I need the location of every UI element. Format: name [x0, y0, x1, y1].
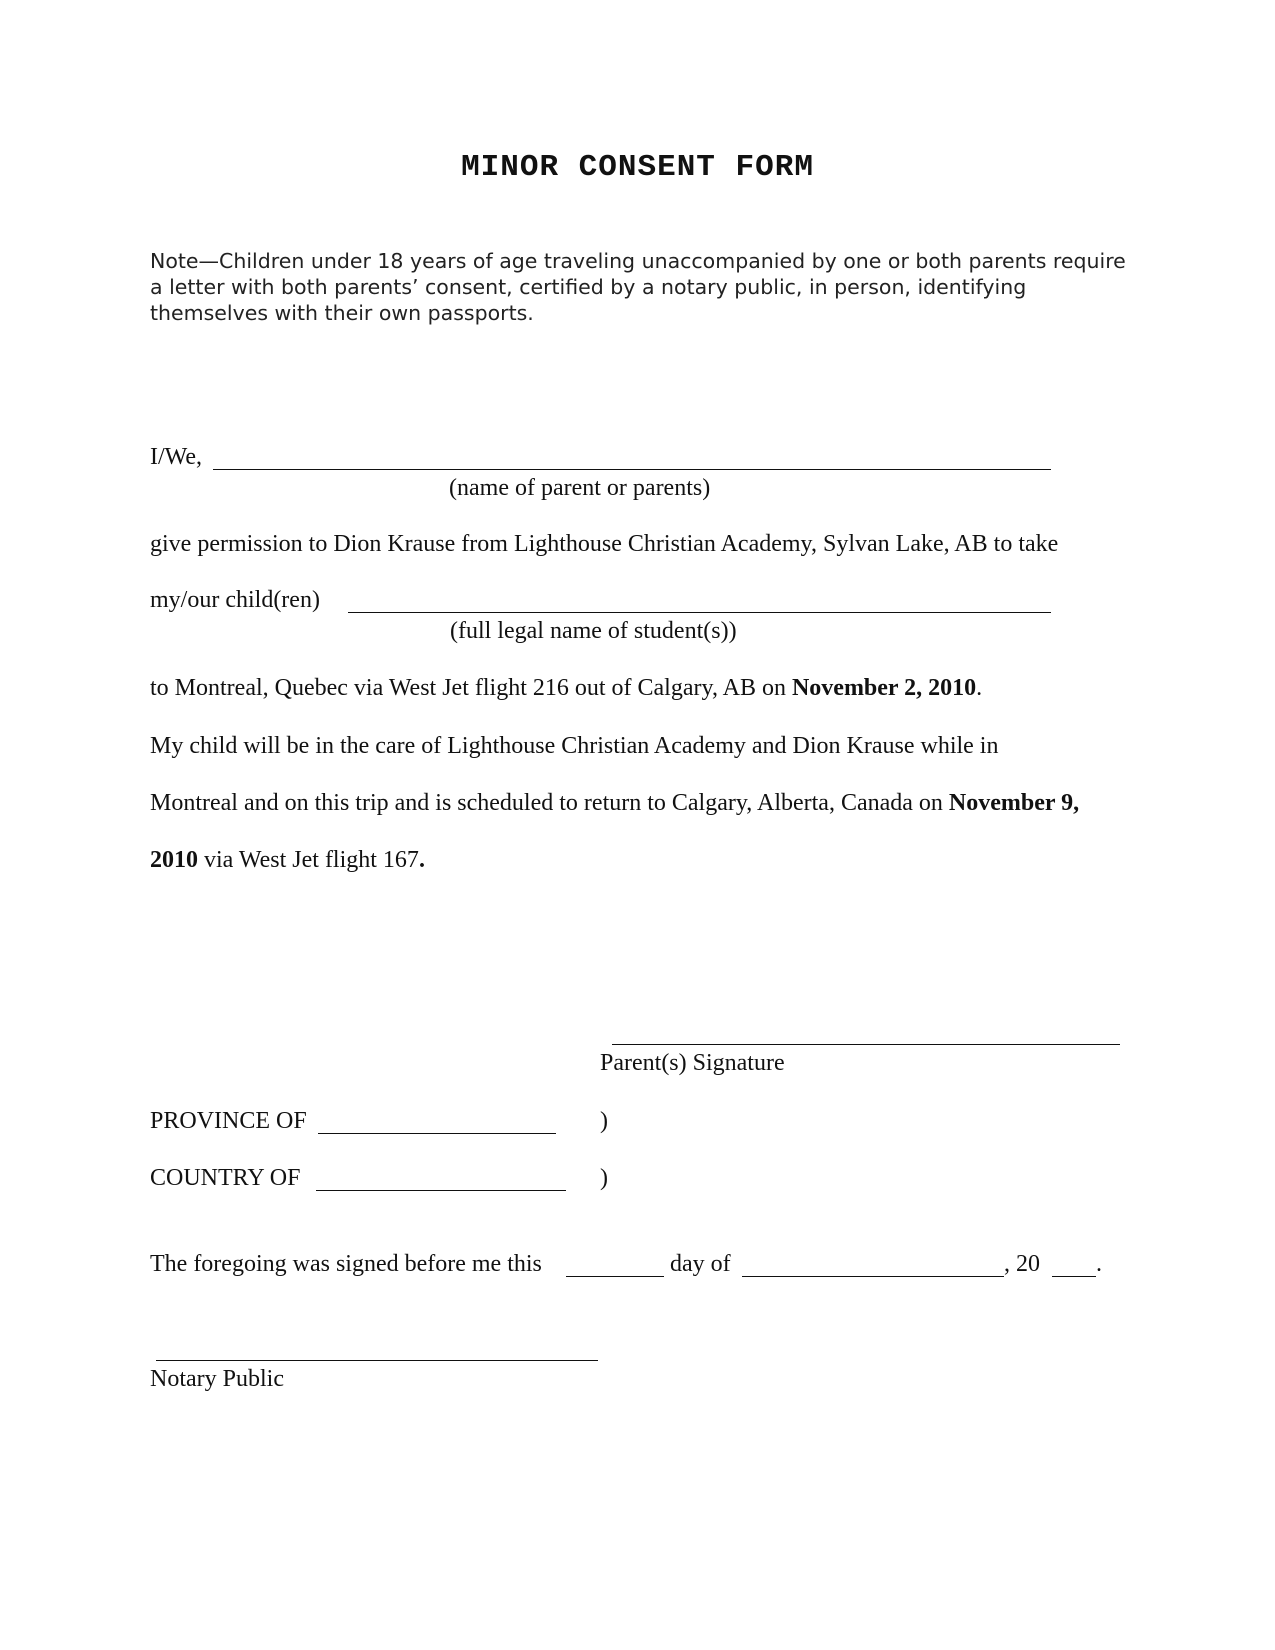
- day-field[interactable]: [566, 1276, 664, 1277]
- return-date-part1: November 9,: [948, 790, 1080, 816]
- departure-end: .: [976, 675, 983, 701]
- return-text: Montreal and on this trip and is scheduled to return to Calgary, Alberta, Canada on: [150, 790, 943, 816]
- notary-signature-field[interactable]: [156, 1360, 598, 1361]
- departure-date: November 2, 2010: [791, 675, 977, 701]
- signature-label: Parent(s) Signature: [600, 1050, 785, 1076]
- month-field[interactable]: [742, 1276, 1004, 1277]
- country-bracket: ): [600, 1165, 608, 1191]
- foregoing-part3: , 20: [1004, 1251, 1040, 1277]
- form-title: MINOR CONSENT FORM: [461, 150, 814, 185]
- province-bracket: ): [600, 1108, 608, 1134]
- return-flight-line: [150, 847, 425, 874]
- departure-line: [150, 675, 982, 702]
- return-end: .: [418, 847, 425, 873]
- child-line-caption: (full legal name of student(s)): [450, 618, 737, 644]
- notary-label: Notary Public: [150, 1366, 284, 1392]
- return-line: [150, 790, 1079, 817]
- care-line: My child will be in the care of Lighthouse Christian Academy and Dion Krause while in: [150, 733, 999, 759]
- parent-line-prefix: I/We,: [150, 444, 203, 470]
- country-label: COUNTRY OF: [150, 1165, 301, 1191]
- parent-signature-field[interactable]: [612, 1044, 1120, 1045]
- permission-text: give permission to Dion Krause from Lighthouse Christian Academy, Sylvan Lake, AB to take: [150, 531, 1059, 557]
- province-label: PROVINCE OF: [150, 1108, 307, 1134]
- foregoing-part1: The foregoing was signed before me this: [150, 1251, 542, 1277]
- foregoing-part2: day of: [670, 1251, 731, 1277]
- return-flight: via West Jet flight 167: [204, 847, 419, 873]
- child-line-prefix: my/our child(ren): [150, 587, 320, 613]
- return-date-part2: 2010: [150, 847, 198, 873]
- student-name-field[interactable]: [348, 612, 1051, 613]
- parent-line-caption: (name of parent or parents): [449, 475, 711, 501]
- year-field[interactable]: [1052, 1276, 1096, 1277]
- province-field[interactable]: [318, 1133, 556, 1134]
- departure-text: to Montreal, Quebec via West Jet flight 216 out of Calgary, AB on: [150, 675, 786, 701]
- note-paragraph: Note—Children under 18 years of age traveling unaccompanied by one or both parents require a letter with both parents’ consent, certified by a notary public, in person, identifying themselves with their own passports.: [150, 249, 1126, 325]
- foregoing-part4: .: [1096, 1251, 1102, 1277]
- parent-name-field[interactable]: [213, 469, 1051, 470]
- country-field[interactable]: [316, 1190, 566, 1191]
